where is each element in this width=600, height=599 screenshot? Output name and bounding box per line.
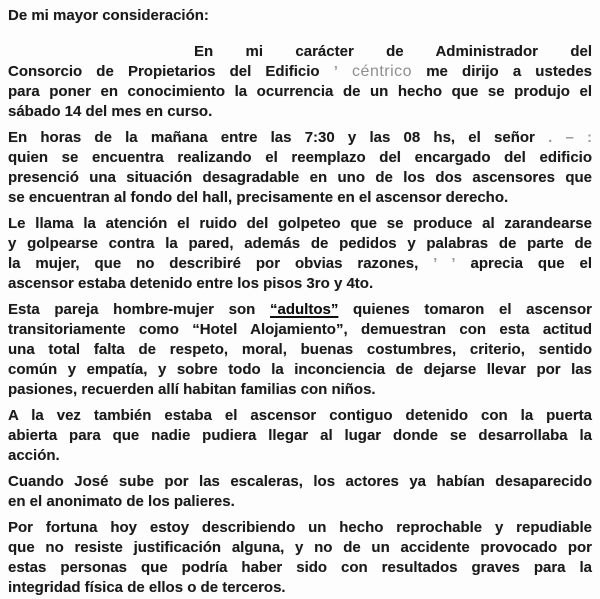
text-line bbox=[8, 320, 592, 340]
text-line bbox=[8, 6, 592, 26]
inserted-word: céntrico bbox=[352, 63, 413, 80]
paragraph-intro bbox=[8, 42, 592, 122]
text-segment: la mujer, que no describiré por obvias razones, bbox=[8, 255, 419, 272]
emphasized-word: “adultos” bbox=[270, 301, 339, 318]
text-segment: pasiones, recuerden allí habitan familias con niños. bbox=[8, 381, 376, 398]
text-line bbox=[8, 42, 592, 62]
text-segment: se encuentran al fondo del hall, precisamente en el ascensor derecho. bbox=[8, 189, 509, 206]
redaction-remnant: . – bbox=[548, 129, 574, 146]
text-segment: Esta pareja hombre-mujer son bbox=[8, 301, 256, 318]
redaction-remnant: ’ ’ bbox=[433, 255, 456, 272]
text-segment: me dirijo a ustedes bbox=[426, 63, 592, 80]
text-line bbox=[8, 380, 592, 400]
text-segment: transitoriamente como “Hotel Alojamiento”, demuestran con esta actitud bbox=[8, 321, 592, 338]
text-segment: quienes tomaron el ascensor bbox=[353, 301, 593, 318]
text-line bbox=[8, 538, 592, 558]
text-segment: Le llama la atención el ruido del golpeteo que se produce al zarandearse bbox=[8, 215, 592, 232]
text-segment: una total falta de respeto, moral, buenas costumbres, criterio, sentido bbox=[8, 341, 592, 358]
text-segment: para poner en conocimiento la ocurrencia de un hecho que se produjo el bbox=[8, 83, 592, 100]
paragraph-cierre bbox=[8, 518, 592, 598]
text-segment: integridad física de ellos o de terceros. bbox=[8, 579, 286, 596]
text-line bbox=[8, 518, 592, 538]
text-segment: A la vez también estaba el ascensor contiguo detenido con la puerta bbox=[8, 407, 592, 424]
paragraph-hecho bbox=[8, 128, 592, 208]
text-line bbox=[8, 558, 592, 578]
text-segment: abierta para que nadie pudiera llegar al lugar donde se desarrollaba la bbox=[8, 427, 592, 444]
text-segment: Cuando José sube por las escaleras, los actores ya habían desaparecido bbox=[8, 473, 592, 490]
letter-body bbox=[8, 6, 592, 598]
text-line bbox=[8, 188, 592, 208]
text-segment: que no resiste justificación alguna, y no de un accidente provocado por bbox=[8, 539, 592, 556]
text-line bbox=[8, 300, 592, 320]
text-line bbox=[8, 578, 592, 598]
text-line bbox=[8, 472, 592, 492]
text-segment: Por fortuna hoy estoy describiendo un hecho reprochable y repudiable bbox=[8, 519, 592, 536]
text-segment: aprecia que el bbox=[470, 255, 592, 272]
text-segment: Consorcio de Propietarios del Edificio bbox=[8, 63, 320, 80]
text-segment: sábado 14 del mes en curso. bbox=[8, 103, 213, 120]
text-segment: estas personas que podría haber sido con resultados graves para la bbox=[8, 559, 592, 576]
text-segment: común y empatía, y sobre todo la inconciencia de dejarse llevar por las bbox=[8, 361, 592, 378]
text-segment: presenció una situación desagradable en uno de los dos ascensores que bbox=[8, 169, 592, 186]
paragraph-salutation bbox=[8, 6, 592, 26]
text-line bbox=[8, 234, 592, 254]
redaction-remnant: : bbox=[587, 129, 593, 146]
paragraph-jose bbox=[8, 472, 592, 512]
text-line bbox=[8, 128, 592, 148]
text-segment: y golpearse contra la pared, además de pedidos y palabras de parte de bbox=[8, 235, 592, 252]
text-line bbox=[8, 446, 592, 466]
text-line bbox=[8, 360, 592, 380]
text-segment: ascensor estaba detenido entre los pisos 3ro y 4to. bbox=[8, 275, 374, 292]
paragraph-descripcion bbox=[8, 214, 592, 294]
text-line bbox=[8, 102, 592, 122]
text-segment: De mi mayor consideración: bbox=[8, 7, 209, 24]
text-line bbox=[8, 214, 592, 234]
text-line bbox=[8, 340, 592, 360]
redaction-remnant: ’ bbox=[333, 63, 338, 80]
text-line bbox=[8, 254, 592, 274]
text-line bbox=[8, 406, 592, 426]
paragraph-ascensor-contiguo bbox=[8, 406, 592, 466]
text-segment: quien se encuentra realizando el reemplazo del encargado del edificio bbox=[8, 149, 592, 166]
text-line bbox=[8, 492, 592, 512]
paragraph-pareja bbox=[8, 300, 592, 400]
text-line bbox=[8, 426, 592, 446]
text-segment: En horas de la mañana entre las 7:30 y las 08 hs, el señor bbox=[8, 129, 535, 146]
text-line bbox=[8, 168, 592, 188]
text-line bbox=[8, 82, 592, 102]
text-segment: En mi carácter de Administrador del bbox=[194, 43, 592, 60]
text-line bbox=[8, 148, 592, 168]
text-line bbox=[8, 274, 592, 294]
text-segment: en el anonimato de los palieres. bbox=[8, 493, 235, 510]
text-segment: acción. bbox=[8, 447, 60, 464]
text-line bbox=[8, 62, 592, 82]
